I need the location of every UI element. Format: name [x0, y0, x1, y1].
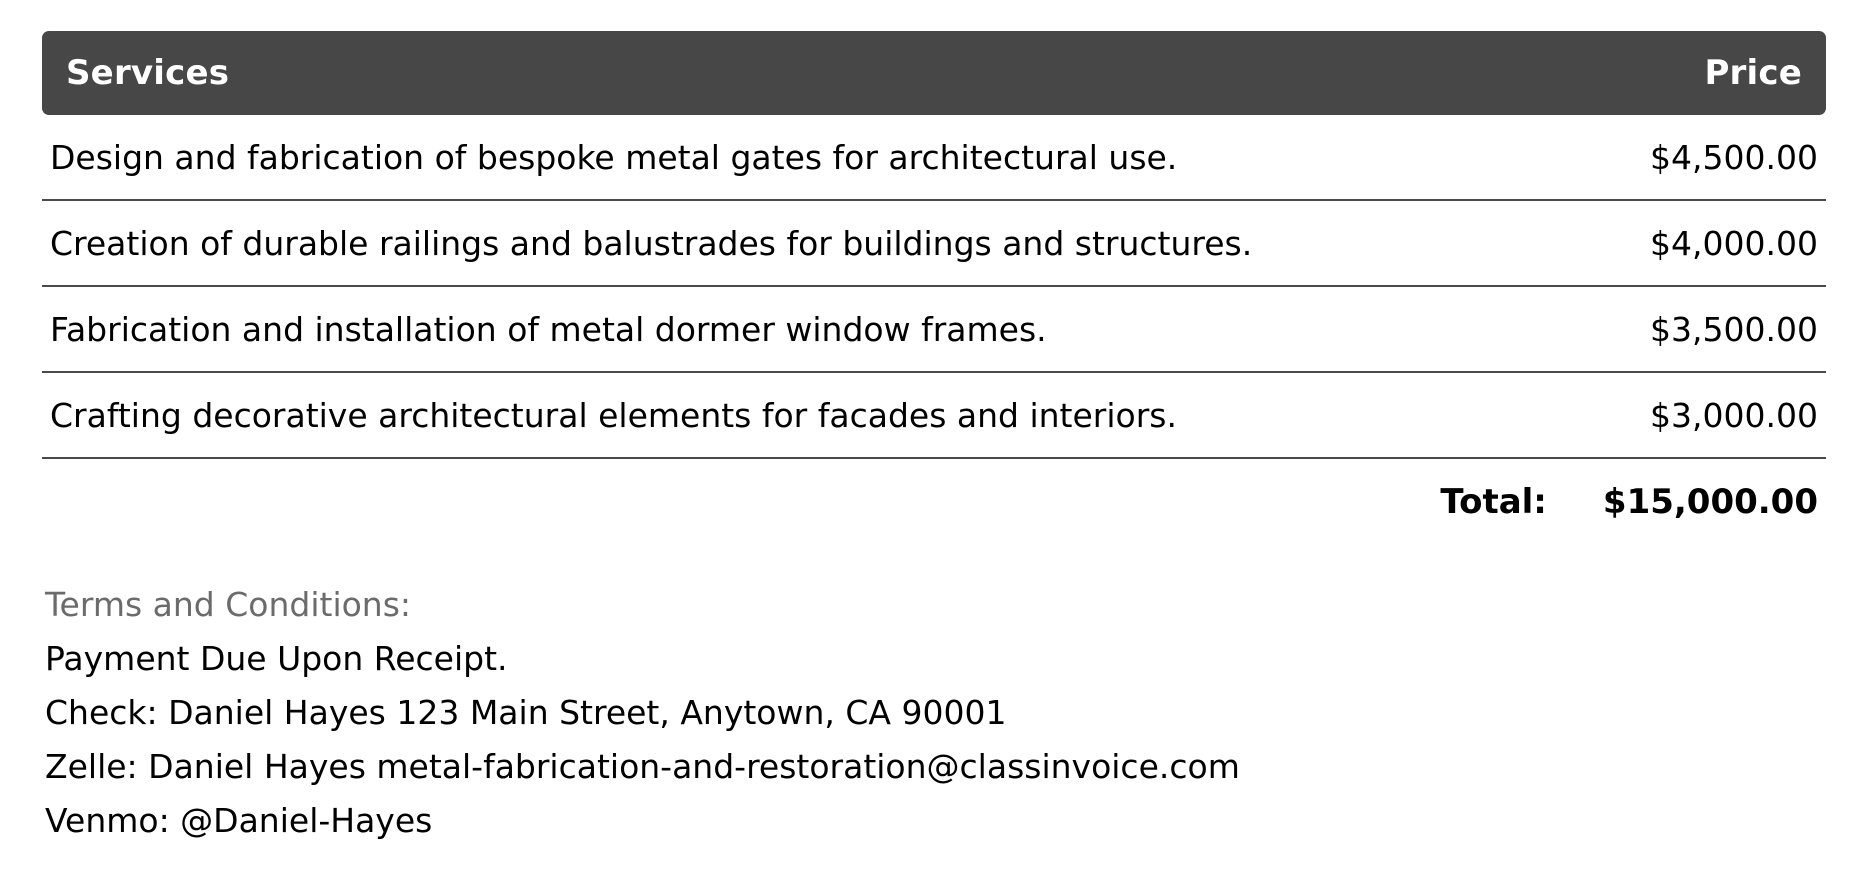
service-price: $4,000.00	[1650, 223, 1818, 263]
table-row	[42, 287, 1826, 373]
service-description: Design and fabrication of bespoke metal gates for architectural use.	[50, 137, 1178, 177]
terms-check-info: Check: Daniel Hayes 123 Main Street, Anytown, CA 90001	[45, 693, 1007, 732]
terms-and-conditions	[45, 578, 1240, 848]
services-column-header: Services	[66, 53, 230, 93]
service-price: $3,500.00	[1650, 309, 1818, 349]
terms-payment-due: Payment Due Upon Receipt.	[45, 639, 508, 678]
terms-title: Terms and Conditions:	[45, 585, 412, 624]
table-row	[42, 115, 1826, 201]
total-label: Total:	[1440, 482, 1547, 522]
total-row	[42, 459, 1826, 545]
terms-zelle-info: Zelle: Daniel Hayes metal-fabrication-and-restoration@classinvoice.com	[45, 747, 1240, 786]
service-price: $3,000.00	[1650, 395, 1818, 435]
service-price: $4,500.00	[1650, 137, 1818, 177]
table-header	[42, 31, 1826, 115]
service-description: Creation of durable railings and balustrades for buildings and structures.	[50, 223, 1253, 263]
services-table	[42, 31, 1826, 545]
service-description: Fabrication and installation of metal dormer window frames.	[50, 309, 1047, 349]
table-row	[42, 373, 1826, 459]
total-value: $15,000.00	[1602, 482, 1818, 522]
service-description: Crafting decorative architectural elements for facades and interiors.	[50, 395, 1177, 435]
price-column-header: Price	[1704, 53, 1802, 93]
terms-venmo-info: Venmo: @Daniel-Hayes	[45, 801, 433, 840]
table-row	[42, 201, 1826, 287]
